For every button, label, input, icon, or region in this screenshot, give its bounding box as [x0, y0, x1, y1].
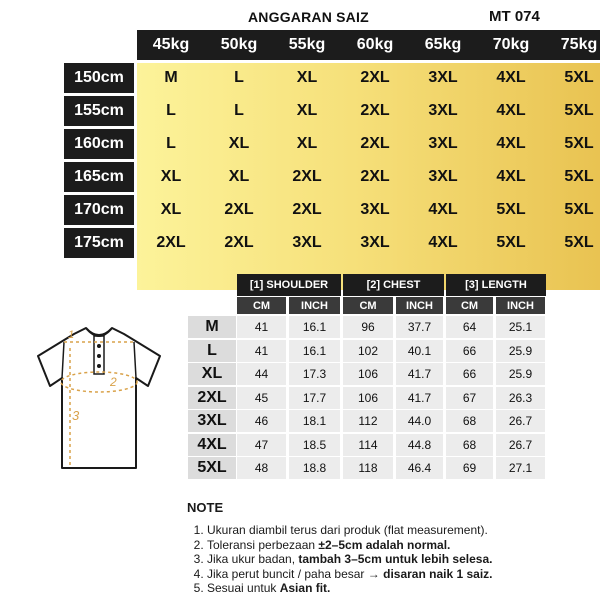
measure-value: 16.1: [289, 316, 340, 338]
measure-value: 18.8: [289, 457, 340, 479]
weight-header: 45kg: [137, 30, 205, 60]
size-cell: L: [234, 102, 244, 119]
size-cell: 4XL: [496, 102, 526, 119]
measure-value: 46: [237, 410, 286, 432]
height-header: 165cm: [64, 162, 134, 192]
size-cell: 3XL: [360, 234, 390, 251]
diagram-label-chest: 2: [110, 375, 117, 389]
measure-value: 18.1: [289, 410, 340, 432]
measure-unit-header: INCH: [396, 297, 443, 314]
measure-row-size: M: [188, 316, 236, 338]
size-cell: 2XL: [292, 201, 322, 218]
measure-value: 46.4: [396, 457, 443, 479]
measure-value: 106: [343, 363, 393, 385]
weight-header: 60kg: [341, 30, 409, 60]
measure-value: 44: [237, 363, 286, 385]
size-cell: 5XL: [564, 234, 594, 251]
measure-value: 37.7: [396, 316, 443, 338]
measure-value: 41: [237, 340, 286, 362]
size-cell: XL: [296, 135, 318, 152]
size-cell: 3XL: [428, 102, 458, 119]
measure-value: 40.1: [396, 340, 443, 362]
size-cell: XL: [228, 168, 250, 185]
measure-value: 118: [343, 457, 393, 479]
size-cell: 5XL: [496, 201, 526, 218]
size-cell: 4XL: [496, 135, 526, 152]
measure-value: 112: [343, 410, 393, 432]
size-cell: 3XL: [360, 201, 390, 218]
height-header: 175cm: [64, 228, 134, 258]
measure-row-size: 3XL: [188, 410, 236, 432]
measure-value: 26.7: [496, 410, 545, 432]
measure-value: 68: [446, 410, 493, 432]
size-cell: 4XL: [496, 168, 526, 185]
size-cell: 2XL: [360, 135, 390, 152]
size-cell: 2XL: [224, 201, 254, 218]
measure-value: 44.8: [396, 434, 443, 456]
height-header: 170cm: [64, 195, 134, 225]
size-cell: 5XL: [564, 201, 594, 218]
note-item: [207, 523, 592, 538]
size-cell: 2XL: [360, 102, 390, 119]
note-emphasis: disaran naik 1 saiz.: [383, 566, 493, 581]
note-text: Jika ukur badan,: [207, 552, 299, 566]
note-text: Sesuai untuk: [207, 581, 280, 595]
measure-value: 48: [237, 457, 286, 479]
size-cell: 3XL: [292, 234, 322, 251]
measure-group-header: [1] SHOULDER: [237, 274, 341, 296]
weight-header: 55kg: [273, 30, 341, 60]
product-code: MT 074: [489, 8, 540, 25]
size-cell: 2XL: [224, 234, 254, 251]
measure-value: 44.0: [396, 410, 443, 432]
measure-value: 114: [343, 434, 393, 456]
measure-value: 47: [237, 434, 286, 456]
measure-value: 68: [446, 434, 493, 456]
size-cell: 4XL: [428, 234, 458, 251]
measure-row-size: 4XL: [188, 434, 236, 456]
notes-list: [187, 523, 592, 596]
note-text: Ukuran diambil terus dari produk (flat measurement).: [207, 523, 488, 537]
weight-header: 75kg: [545, 30, 600, 60]
measure-value: 17.3: [289, 363, 340, 385]
measure-value: 66: [446, 340, 493, 362]
size-cell: XL: [228, 135, 250, 152]
size-cell: 3XL: [428, 69, 458, 86]
measure-value: 41.7: [396, 363, 443, 385]
measure-value: 41.7: [396, 387, 443, 409]
note-text: Jika perut buncit / paha besar →: [207, 566, 384, 581]
measure-unit-header: INCH: [289, 297, 340, 314]
size-cell: L: [234, 69, 244, 86]
measure-value: 96: [343, 316, 393, 338]
size-cell: 3XL: [428, 168, 458, 185]
size-cell: 2XL: [360, 168, 390, 185]
measure-value: 18.5: [289, 434, 340, 456]
diagram-label-length: 3: [72, 408, 80, 423]
size-cell: 4XL: [496, 69, 526, 86]
measure-row-size: 2XL: [188, 387, 236, 409]
measure-unit-header: INCH: [496, 297, 545, 314]
measure-value: 25.1: [496, 316, 545, 338]
measure-unit-header: CM: [237, 297, 286, 314]
measure-unit-header: CM: [446, 297, 493, 314]
note-emphasis: Asian fit.: [279, 581, 331, 595]
measure-row-size: L: [188, 340, 236, 362]
measure-value: 16.1: [289, 340, 340, 362]
size-cell: XL: [160, 168, 182, 185]
note-item: [207, 552, 592, 567]
note-item: [207, 567, 592, 582]
size-cell: L: [166, 135, 176, 152]
measure-value: 106: [343, 387, 393, 409]
measure-value: 25.9: [496, 363, 545, 385]
measure-value: 27.1: [496, 457, 545, 479]
measure-value: 17.7: [289, 387, 340, 409]
measure-value: 102: [343, 340, 393, 362]
diagram-label-shoulder: 1: [68, 329, 75, 341]
height-header: 160cm: [64, 129, 134, 159]
measure-value: 66: [446, 363, 493, 385]
weight-header: 50kg: [205, 30, 273, 60]
size-cell: 5XL: [564, 168, 594, 185]
size-cell: 4XL: [428, 201, 458, 218]
measure-unit-header: CM: [343, 297, 393, 314]
weight-header: 65kg: [409, 30, 477, 60]
size-cell: 5XL: [496, 234, 526, 251]
measure-group-header: [2] CHEST: [343, 274, 444, 296]
size-cell: M: [164, 69, 178, 86]
size-cell: 5XL: [564, 69, 594, 86]
size-cell: 2XL: [360, 69, 390, 86]
note-emphasis: tambah 3–5cm untuk lebih selesa.: [298, 552, 493, 566]
shirt-diagram-icon: [24, 320, 174, 480]
size-cell: 2XL: [156, 234, 186, 251]
measure-value: 41: [237, 316, 286, 338]
measure-value: 25.9: [496, 340, 545, 362]
measure-value: 69: [446, 457, 493, 479]
size-cell: XL: [160, 201, 182, 218]
weight-header: 70kg: [477, 30, 545, 60]
measure-value: 26.7: [496, 434, 545, 456]
measure-row-size: 5XL: [188, 457, 236, 479]
note-text: Toleransi perbezaan: [207, 537, 319, 552]
measure-row-size: XL: [188, 363, 236, 385]
height-header: 155cm: [64, 96, 134, 126]
chart-title: ANGGARAN SAIZ: [248, 9, 369, 25]
size-cell: XL: [296, 102, 318, 119]
note-item: [207, 581, 592, 596]
height-header: 150cm: [64, 63, 134, 93]
size-cell: 5XL: [564, 135, 594, 152]
note-emphasis: ±2–5cm adalah normal.: [318, 537, 451, 552]
size-cell: L: [166, 102, 176, 119]
notes-heading: NOTE: [187, 500, 224, 515]
measure-value: 64: [446, 316, 493, 338]
size-cell: 5XL: [564, 102, 594, 119]
measure-group-header: [3] LENGTH: [446, 274, 546, 296]
measure-value: 45: [237, 387, 286, 409]
size-cell: 3XL: [428, 135, 458, 152]
measure-value: 67: [446, 387, 493, 409]
note-item: [207, 538, 592, 553]
measure-value: 26.3: [496, 387, 545, 409]
notes-section: [187, 500, 592, 596]
size-cell: XL: [296, 69, 318, 86]
size-cell: 2XL: [292, 168, 322, 185]
